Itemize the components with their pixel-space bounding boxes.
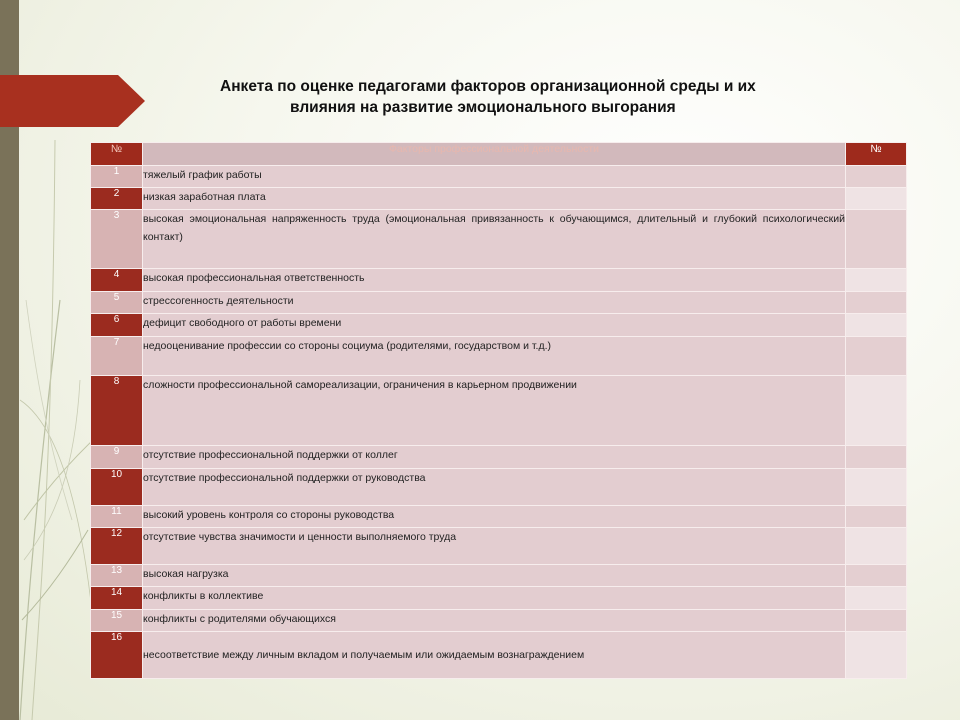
table-row [91,446,907,469]
row-mark-cell[interactable] [846,292,907,314]
row-number: 10 [91,469,143,506]
row-mark-cell[interactable] [846,210,907,269]
row-factor: конфликты с родителями обучающихся [143,610,846,632]
table-header-row [91,143,907,166]
row-factor: несоответствие между личным вкладом и получаемым или ожидаемым вознаграждением [143,632,846,679]
table-row [91,528,907,565]
row-mark-cell[interactable] [846,314,907,337]
row-number: 8 [91,376,143,446]
row-factor: высокая профессиональная ответственность [143,269,846,292]
row-mark-cell[interactable] [846,632,907,679]
row-mark-cell[interactable] [846,446,907,469]
row-factor: сложности профессиональной самореализации, ограничения в карьерном продвижении [143,376,846,446]
header-number: № [91,143,143,166]
row-factor: низкая заработная плата [143,188,846,210]
table-row [91,565,907,587]
row-number: 16 [91,632,143,679]
row-mark-cell[interactable] [846,337,907,376]
table-row [91,587,907,610]
table-row [91,210,907,269]
row-number: 13 [91,565,143,587]
table-row [91,166,907,188]
page-title [180,76,920,118]
table-row [91,269,907,292]
arrow-banner [0,75,145,127]
row-factor: конфликты в коллективе [143,587,846,610]
table-row [91,314,907,337]
row-number: 15 [91,610,143,632]
survey-table [90,142,907,679]
row-factor: высокий уровень контроля со стороны руководства [143,506,846,528]
row-number: 11 [91,506,143,528]
row-mark-cell[interactable] [846,587,907,610]
row-number: 6 [91,314,143,337]
row-number: 14 [91,587,143,610]
table-row [91,469,907,506]
row-number: 5 [91,292,143,314]
row-number: 2 [91,188,143,210]
row-factor: тяжелый график работы [143,166,846,188]
row-factor: отсутствие профессиональной поддержки от коллег [143,446,846,469]
row-mark-cell[interactable] [846,188,907,210]
row-mark-cell[interactable] [846,610,907,632]
row-number: 4 [91,269,143,292]
row-mark-cell[interactable] [846,565,907,587]
row-mark-cell[interactable] [846,469,907,506]
table-row [91,376,907,446]
row-factor: высокая эмоциональная напряженность труда (эмоциональная привязанность к обучающимся, длительный и глубокий психологический контакт) [143,210,846,269]
row-factor: стрессогенность деятельности [143,292,846,314]
table-row [91,188,907,210]
row-factor: дефицит свободного от работы времени [143,314,846,337]
header-mark: № [846,143,907,166]
row-number: 1 [91,166,143,188]
row-factor: отсутствие профессиональной поддержки от руководства [143,469,846,506]
row-number: 9 [91,446,143,469]
table-row [91,292,907,314]
row-mark-cell[interactable] [846,376,907,446]
row-mark-cell[interactable] [846,506,907,528]
row-mark-cell[interactable] [846,528,907,565]
title-line-2: влияния на развитие эмоционального выгорания [290,99,676,116]
table-row [91,506,907,528]
row-number: 7 [91,337,143,376]
header-factors: Факторы профессиональной деятельности [143,143,846,166]
table-row [91,337,907,376]
row-factor: высокая нагрузка [143,565,846,587]
table-row [91,632,907,679]
table-row [91,610,907,632]
title-line-1: Анкета по оценке педагогами факторов организационной среды и их [220,78,756,95]
row-number: 3 [91,210,143,269]
row-factor: отсутствие чувства значимости и ценности выполняемого труда [143,528,846,565]
row-factor: недооценивание профессии со стороны социума (родителями, государством и т.д.) [143,337,846,376]
row-mark-cell[interactable] [846,269,907,292]
row-number: 12 [91,528,143,565]
row-mark-cell[interactable] [846,166,907,188]
